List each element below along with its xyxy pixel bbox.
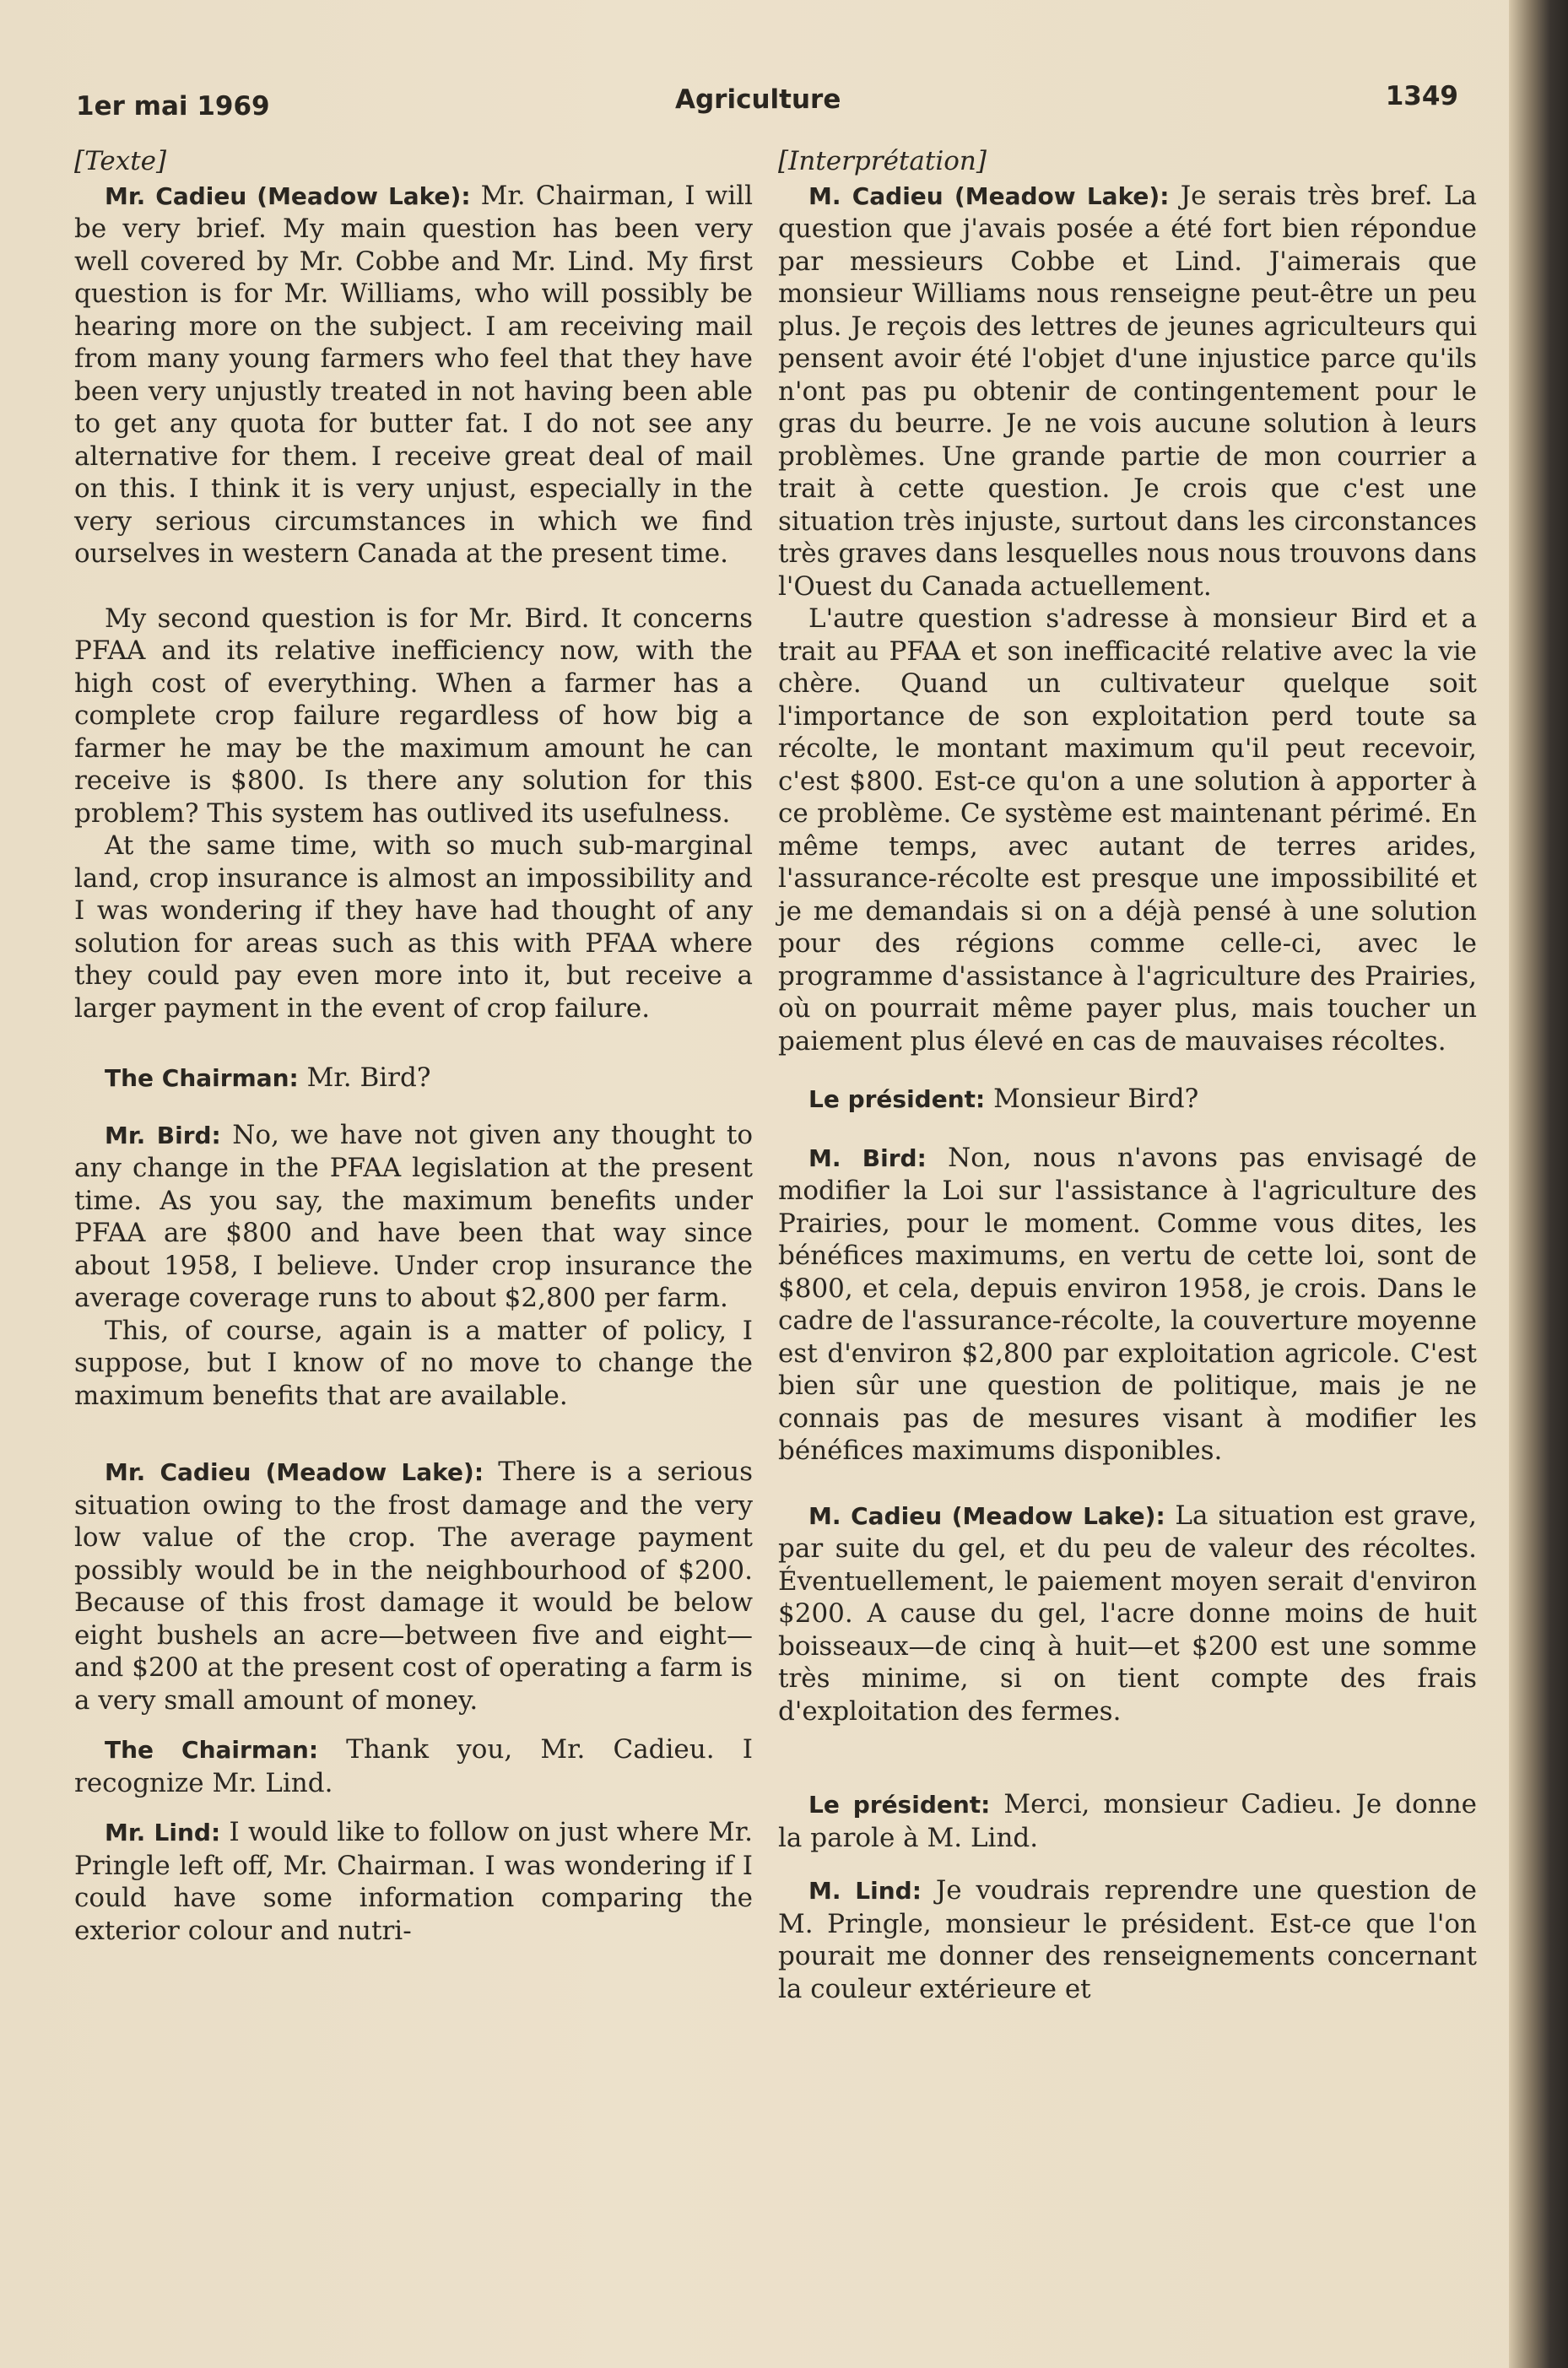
paragraph <box>74 830 753 1025</box>
paragraph-text: Monsieur Bird? <box>985 1084 1199 1114</box>
speaker-name: M. Cadieu (Meadow Lake): <box>808 1501 1165 1530</box>
column-tag: [Interprétation] <box>778 146 987 176</box>
speaker-name: Le président: <box>808 1085 986 1113</box>
paragraph-text: Je voudrais reprendre une question de M. Pringle, monsieur le président. Est-ce que l'on pourait me donner des renseignements concernant la couleur extérieure et <box>778 1875 1477 2004</box>
book-binding-edge <box>1509 0 1568 2368</box>
paragraph-text: Thank you, Mr. Cadieu. I recognize Mr. Lind. <box>74 1734 753 1798</box>
paragraph <box>778 1874 1477 2005</box>
header-date: 1er mai 1969 <box>76 91 270 122</box>
header-title: Agriculture <box>675 84 841 115</box>
paragraph-text: L'autre question s'adresse à monsieur Bird et a trait au PFAA et son inefficacité relative avec la vie chère. Quand un cultivateur quelque soit l'importance de son exploitation perd toute sa récolte, le montant maximum qu'il peut recevoir, c'est $800. Est-ce qu'on a une solution à apporter à ce problème. Ce système est maintenant périmé. En même temps, avec autant de terres arides, l'assurance-récolte est presque une impossibilité et je me demandais si on a déjà pensé à une solution pour des régions comme celle-ci, avec le programme d'assistance à l'agriculture des Prairies, où on pourrait même payer plus, mais toucher un paiement plus élevé en cas de mauvaises récoltes. <box>778 603 1477 1057</box>
column-tag: [Texte] <box>74 146 167 176</box>
speaker-name: Mr. Cadieu (Meadow Lake): <box>105 1458 484 1486</box>
paragraph-text: My second question is for Mr. Bird. It concerns PFAA and its relative inefficiency now, with the high cost of everything. When a farmer has a complete crop failure regardless of how big a farmer he may be the maximum amount he can receive is $800. Is there any solution for this problem? This system has outlived its usefulness. <box>74 603 753 829</box>
paragraph-text: Merci, monsieur Cadieu. Je donne la parole à M. Lind. <box>778 1789 1478 1853</box>
speaker-name: M. Lind: <box>808 1877 922 1905</box>
paragraph <box>778 1083 1477 1116</box>
paragraph-text: I would like to follow on just where Mr. Pringle left off, Mr. Chairman. I was wondering if I could have some information comparing the exterior colour and nutri- <box>74 1817 753 1946</box>
paragraph-text: This, of course, again is a matter of policy, I suppose, but I know of no move to change the maximum benefits that are available. <box>74 1315 753 1411</box>
speaker-name: Mr. Bird: <box>105 1121 221 1149</box>
page-number: 1349 <box>1385 81 1458 111</box>
speaker-name: Mr. Lind: <box>105 1819 221 1846</box>
paragraph-text: La situation est grave, par suite du gel, et du peu de valeur des récoltes. Éventuellement, le paiement moyen serait d'environ $200. A cause du gel, l'acre donne moins de huit boisseaux—de cinq à huit—et $200 est une somme très minime, si on tient compte des frais d'exploitation des fermes. <box>778 1500 1477 1727</box>
paragraph <box>74 603 753 830</box>
speaker-name: Mr. Cadieu (Meadow Lake): <box>105 181 471 210</box>
paragraph <box>74 1733 753 1799</box>
paragraph-text: Je serais très bref. La question que j'avais posée a été fort bien répondue par messieurs Cobbe et Lind. J'aimerais que monsieur Williams nous renseigne peut-être un peu plus. Je reçois des lettres de jeunes agriculteurs qui pensent avoir été l'objet d'une injustice parce qu'ils n'ont pas pu obtenir de contingentement pour le gras du beurre. Je ne vois aucune solution à leurs problèmes. Une grande partie de mon courrier a trait à cette question. Je crois que c'est une situation très injuste, surtout dans les circonstances très graves dans lesquelles nous nous trouvons dans l'Ouest du Canada actuellement. <box>778 180 1477 602</box>
paragraph-text: At the same time, with so much sub-marginal land, crop insurance is almost an impossibility and I was wondering if they have had thought of any solution for areas such as this with PFAA where they could pay even more into it, but receive a larger payment in the event of crop failure. <box>74 830 753 1024</box>
paragraph <box>74 1816 753 1947</box>
paragraph <box>778 1500 1477 1728</box>
paragraph <box>74 1315 753 1413</box>
paragraph <box>778 603 1477 1057</box>
speaker-name: M. Bird: <box>808 1143 927 1172</box>
speaker-name: Le président: <box>808 1791 991 1819</box>
left-column-english <box>74 145 753 1947</box>
paragraph-text: Non, nous n'avons pas envisagé de modifier la Loi sur l'assistance à l'agriculture des Prairies, pour le moment. Comme vous dites, les bénéfices maximums, en vertu de cette loi, sont de $800, et cela, depuis environ 1958, je crois. Dans le cadre de l'assurance-récolte, la couverture moyenne est d'environ $2,800 par exploitation agricole. C'est bien sûr une question de politique, mais je ne connais pas de mesures visant à modifier les bénéfices maximums disponibles. <box>778 1142 1477 1466</box>
speaker-name: M. Cadieu (Meadow Lake): <box>808 181 1170 210</box>
paragraph <box>778 1142 1477 1468</box>
paragraph <box>74 1456 753 1717</box>
paragraph <box>74 180 753 570</box>
paragraph-text: No, we have not given any thought to any change in the PFAA legislation at the present time. As you say, the maximum benefits under PFAA are $800 and have been that way since about 1958, I believe. Under crop insurance the average coverage runs to about $2,800 per farm. <box>74 1119 753 1313</box>
paragraph <box>74 1119 753 1315</box>
paragraph-text: Mr. Bird? <box>298 1062 431 1093</box>
paragraph <box>74 1062 753 1095</box>
paragraph <box>778 1788 1477 1854</box>
running-header <box>68 81 1485 132</box>
speaker-name: The Chairman: <box>105 1064 299 1092</box>
speaker-name: The Chairman: <box>105 1736 319 1764</box>
paragraph-text: There is a serious situation owing to the frost damage and the very low value of the crop. The average payment possibly would be in the neighbourhood of $200. Because of this frost damage it would be below eight bushels an acre—between five and eight—and $200 at the present cost of operating a farm is a very small amount of money. <box>74 1457 753 1716</box>
paragraph-text: Mr. Chairman, I will be very brief. My main question has been very well covered by Mr. Cobbe and Mr. Lind. My first question is for Mr. Williams, who will possibly be hearing more on the subject. I am receiving mail from many young farmers who feel that they have been very unjustly treated in not having been able to get any quota for butter fat. I do not see any alternative for them. I receive great deal of mail on this. I think it is very unjust, especially in the very serious circumstances in which we find ourselves in western Canada at the present time. <box>74 180 754 569</box>
right-column-french <box>778 145 1477 2005</box>
paragraph <box>778 180 1477 603</box>
